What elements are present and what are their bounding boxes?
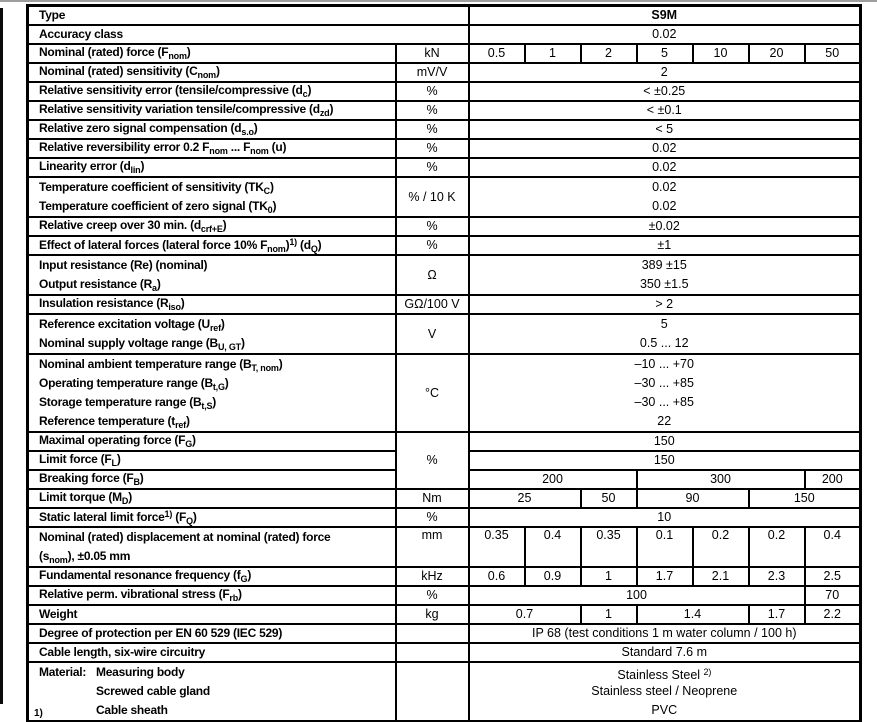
- value-cell: < 5: [469, 120, 861, 139]
- value-cell: 2.5: [805, 567, 861, 586]
- param-label: Material: Measuring body Screwed cable gland Cable sheath: [28, 662, 396, 722]
- value-cell: < ±0.1: [469, 101, 861, 120]
- value-cell: 2.1: [693, 567, 749, 586]
- param-label: Accuracy class: [28, 25, 469, 44]
- value-cell: Stainless Steel $^{2)}$ Stainless steel / Neoprene PVC: [469, 662, 861, 722]
- value-cell: 0.1: [637, 527, 693, 567]
- value-cell: 1: [581, 567, 637, 586]
- value-cell: 1: [581, 605, 637, 624]
- value-cell: 25: [469, 489, 581, 508]
- param-label: Limit force $(F_L)$: [28, 451, 396, 470]
- value-cell: 2.3: [749, 567, 805, 586]
- value-cell: 90: [637, 489, 749, 508]
- unit-cell: kg: [396, 605, 469, 624]
- unit-cell: %: [396, 217, 469, 236]
- unit-cell: V: [396, 314, 469, 354]
- value-cell: 0.02 0.02: [469, 177, 861, 217]
- unit-cell: %: [396, 82, 469, 101]
- unit-cell: Ω: [396, 255, 469, 295]
- unit-cell: [396, 662, 469, 722]
- param-label: Effect of lateral forces (lateral force 10% $F_{nom})^{1)}$ $(d_Q)$: [28, 236, 396, 255]
- footnote-marker: 1): [34, 708, 43, 719]
- unit-cell: % / 10 K: [396, 177, 469, 217]
- param-label: Static lateral limit force$^{1)}$ $(F_Q)$: [28, 508, 396, 527]
- param-label: Input resistance (Re) (nominal) Output resistance $(R_a)$: [28, 255, 396, 295]
- value-cell: 0.2: [749, 527, 805, 567]
- param-label: Relative creep over 30 min. $(d_{crf+E})$: [28, 217, 396, 236]
- param-label: Breaking force $(F_B)$: [28, 470, 396, 489]
- value-cell: < ±0.25: [469, 82, 861, 101]
- unit-cell: %: [396, 432, 469, 489]
- param-label: Relative sensitivity variation tensile/compressive $(d_{zd})$: [28, 101, 396, 120]
- param-label: Weight: [28, 605, 396, 624]
- unit-cell: %: [396, 158, 469, 177]
- value-cell: 150: [749, 489, 861, 508]
- value-cell: 50: [805, 44, 861, 63]
- param-label: Relative zero signal compensation $(d_{s.o})$: [28, 120, 396, 139]
- param-label: Nominal (rated) force $(F_{nom})$: [28, 44, 396, 63]
- param-label: Linearity error $(d_{lin})$: [28, 158, 396, 177]
- value-cell: 0.02: [469, 139, 861, 158]
- value-cell: 200: [469, 470, 637, 489]
- unit-cell: %: [396, 120, 469, 139]
- param-label: Relative sensitivity error (tensile/compressive $(d_c)$: [28, 82, 396, 101]
- param-label: Cable length, six-wire circuitry: [28, 643, 396, 662]
- value-cell: 0.4: [525, 527, 581, 567]
- value-cell: 5: [637, 44, 693, 63]
- value-cell: 150: [469, 432, 861, 451]
- value-cell: 2: [469, 63, 861, 82]
- param-label: Nominal (rated) sensitivity $(C_{nom})$: [28, 63, 396, 82]
- value-cell: 0.5: [469, 44, 525, 63]
- value-cell: 0.4: [805, 527, 861, 567]
- unit-cell: mm: [396, 527, 469, 567]
- unit-cell: [396, 643, 469, 662]
- param-label: Reference excitation voltage $(U_{ref})$ Nominal supply voltage range $(B_{U, GT})$: [28, 314, 396, 354]
- value-cell: ±0.02: [469, 217, 861, 236]
- value-cell: 0.02: [469, 25, 861, 44]
- unit-cell: [396, 624, 469, 643]
- param-label: Maximal operating force $(F_G)$: [28, 432, 396, 451]
- page-left-edge: [0, 8, 3, 704]
- value-cell: 389 ±15 350 ±1.5: [469, 255, 861, 295]
- value-cell: 2: [581, 44, 637, 63]
- unit-cell: °C: [396, 354, 469, 432]
- value-cell: 150: [469, 451, 861, 470]
- value-cell: 0.02: [469, 158, 861, 177]
- value-cell: 1.7: [749, 605, 805, 624]
- unit-cell: kN: [396, 44, 469, 63]
- spec-table-body: [28, 6, 861, 722]
- value-cell: 50: [581, 489, 637, 508]
- param-label: Temperature coefficient of sensitivity $(TK_C)$ Temperature coefficient of zero signal $(TK_0)$: [28, 177, 396, 217]
- param-label: Nominal (rated) displacement at nominal (rated) force $(s_{nom})$, ±0.05 mm: [28, 527, 396, 567]
- param-label: Fundamental resonance frequency $(f_G)$: [28, 567, 396, 586]
- unit-cell: GΩ/100 V: [396, 295, 469, 314]
- param-label: Type: [28, 6, 469, 25]
- value-cell: 1.7: [637, 567, 693, 586]
- param-label: Relative perm. vibrational stress $(F_{rb})$: [28, 586, 396, 605]
- param-label: Insulation resistance $(R_{iso})$: [28, 295, 396, 314]
- value-cell: 2.2: [805, 605, 861, 624]
- unit-cell: Nm: [396, 489, 469, 508]
- unit-cell: %: [396, 236, 469, 255]
- value-cell: 300: [637, 470, 805, 489]
- value-cell: –10 ... +70 –30 ... +85 –30 ... +85 22: [469, 354, 861, 432]
- value-cell: 0.35: [469, 527, 525, 567]
- param-label: Limit torque $(M_D)$: [28, 489, 396, 508]
- value-cell: 10: [693, 44, 749, 63]
- value-cell: 1: [525, 44, 581, 63]
- unit-cell: %: [396, 139, 469, 158]
- param-label: Relative reversibility error 0.2 $F_{nom}$ ... $F_{nom}$ (u): [28, 139, 396, 158]
- value-cell: 70: [805, 586, 861, 605]
- value-cell: 0.35: [581, 527, 637, 567]
- unit-cell: kHz: [396, 567, 469, 586]
- value-cell: 200: [805, 470, 861, 489]
- param-label: Degree of protection per EN 60 529 (IEC 529): [28, 624, 396, 643]
- value-cell: 100: [469, 586, 805, 605]
- unit-cell: %: [396, 101, 469, 120]
- unit-cell: mV/V: [396, 63, 469, 82]
- page-top-edge: [0, 0, 877, 2]
- value-cell: 5 0.5 ... 12: [469, 314, 861, 354]
- value-cell: 0.7: [469, 605, 581, 624]
- value-cell: S9M: [469, 6, 861, 25]
- material-prefix-label: Material:: [39, 664, 87, 679]
- value-cell: IP 68 (test conditions 1 m water column / 100 h): [469, 624, 861, 643]
- unit-cell: %: [396, 508, 469, 527]
- value-cell: ±1: [469, 236, 861, 255]
- value-cell: 0.2: [693, 527, 749, 567]
- value-cell: > 2: [469, 295, 861, 314]
- value-cell: 0.9: [525, 567, 581, 586]
- spec-table: [26, 4, 862, 722]
- param-label: Nominal ambient temperature range $(B_{T, nom})$ Operating temperature range $(B_{t,G})$ Storage temperature range $(B_{t,S})$ Reference temperature $(t_{ref})$: [28, 354, 396, 432]
- value-cell: 10: [469, 508, 861, 527]
- unit-cell: %: [396, 586, 469, 605]
- value-cell: 1.4: [637, 605, 749, 624]
- value-cell: Standard 7.6 m: [469, 643, 861, 662]
- value-cell: 20: [749, 44, 805, 63]
- value-cell: 0.6: [469, 567, 525, 586]
